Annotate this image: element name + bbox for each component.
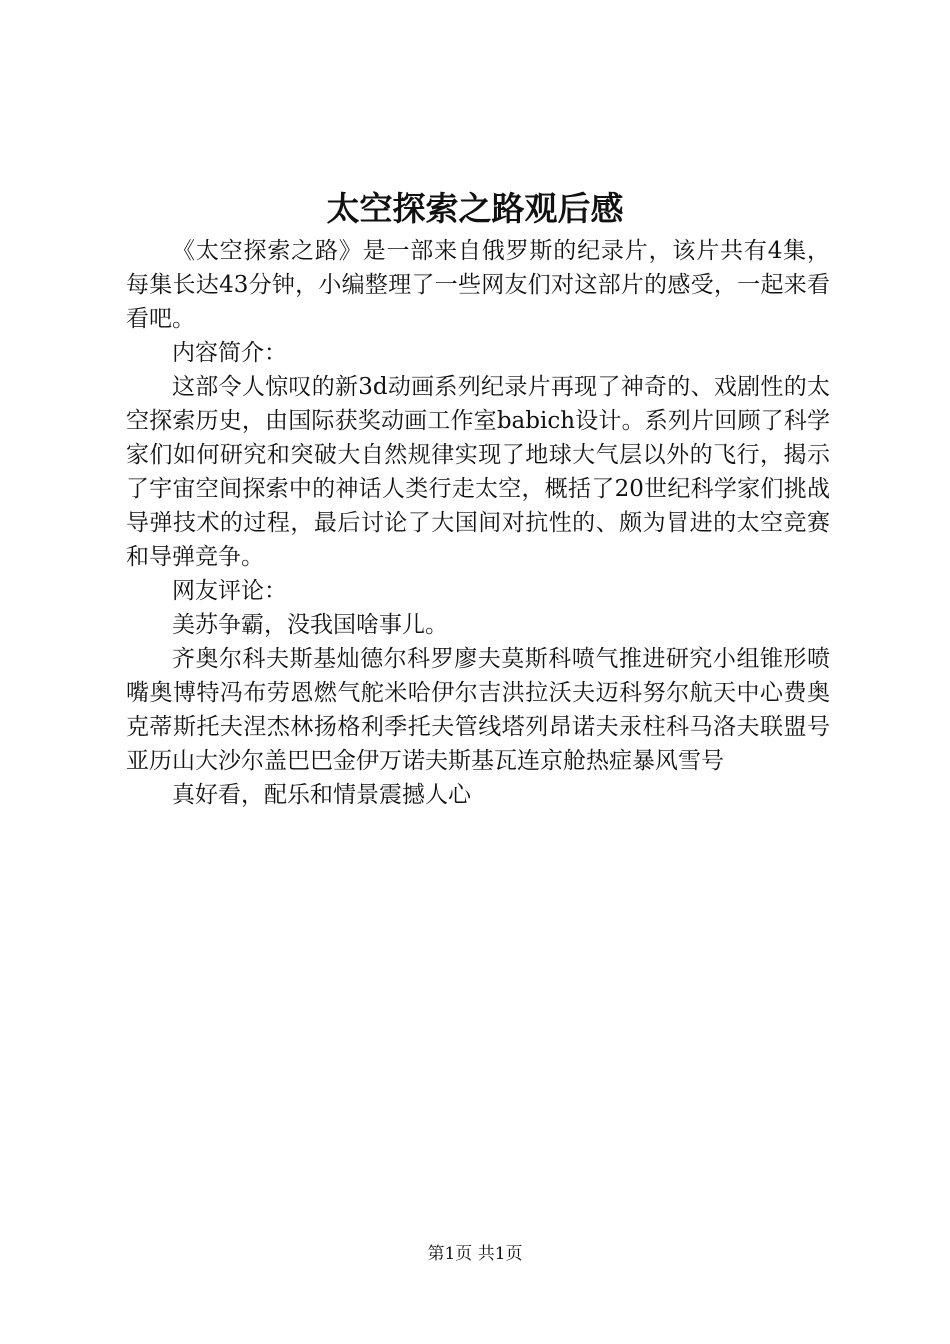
intro-paragraph: 《太空探索之路》是一部来自俄罗斯的纪录片，该片共有4集，每集长达43分钟，小编整理了一些网友们对这部片的感受，一起来看看吧。	[126, 238, 830, 332]
section-heading-synopsis: 内容简介：	[172, 340, 287, 366]
section-heading-comments: 网友评论：	[172, 578, 287, 604]
synopsis-paragraph: 这部令人惊叹的新3d动画系列纪录片再现了神奇的、戏剧性的太空探索历史，由国际获奖动画工作室babich设计。系列片回顾了科学家们如何研究和突破大自然规律实现了地球大气层以外的飞行，揭示了宇宙空间探索中的神话人类行走太空，概括了20世纪科学家们挑战导弹技术的过程，最后讨论了大国间对抗性的、颇为冒进的太空竞赛和导弹竞争。	[126, 374, 830, 570]
comment-paragraph: 齐奥尔科夫斯基灿德尔科罗廖夫莫斯科喷气推进研究小组锥形喷嘴奥博特冯布劳恩燃气舵米哈伊尔吉洪拉沃夫迈科努尔航天中心费奥克蒂斯托夫涅杰林扬格利季托夫管线塔列昂诺夫汞柱科马洛夫联盟号亚历山大沙尔盖巴巴金伊万诺夫斯基瓦连京舱热症暴风雪号	[126, 646, 830, 774]
comment-paragraph: 美苏争霸，没我国啥事儿。	[172, 612, 448, 638]
page-footer: 第1页 共1页	[427, 1244, 523, 1264]
document-body	[126, 234, 830, 812]
document-title: 太空探索之路观后感	[326, 189, 624, 228]
comment-paragraph: 真好看，配乐和情景震撼人心	[172, 782, 471, 808]
